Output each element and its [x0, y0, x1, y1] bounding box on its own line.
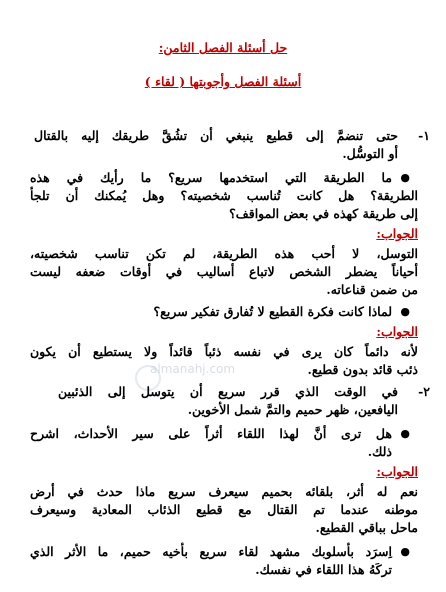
answer-1-line-3: من ضمن قناعاته.: [326, 282, 418, 297]
bullet-2-icon: ●: [400, 305, 410, 318]
bullet-1-line-3: إلى طريقة كهذه في بعض المواقف؟: [229, 206, 418, 221]
bullet-1-icon: ●: [400, 171, 410, 184]
bullet-3-line-1: هل ترى أنَّ لهذا اللقاء أثراً على سير الأحداث، اشرح: [30, 426, 392, 441]
answer-2-line-2: ذئب قائد بدون قطيع.: [307, 362, 418, 377]
page-subtitle: أسئلة الفصل وأجوبتها ( لقاء ): [144, 74, 302, 89]
question-2-line-2: اليافعين، ظهر حميم والتمَّ شمل الأخوين.: [187, 402, 398, 417]
watermark: almanahj.com: [150, 362, 236, 376]
bullet-4-line-2: تركَهُ هذا اللقاء في نفسك.: [255, 562, 392, 577]
answer-3-line-1: نعم له أثر، بلقائه بحميم سيعرف سريع ماذا حدث في أرض: [30, 484, 418, 499]
answer-3-line-2: موطنه عندما تم القتال مع قطيع الذئاب المعادية وسيعرف: [30, 502, 418, 517]
answer-label: الجواب:: [376, 226, 418, 241]
answer-label: الجواب:: [376, 324, 418, 339]
question-1-line-2: أو التوسُّل.: [342, 146, 398, 161]
page-title: حل أسئلة الفصل الثامن:: [158, 40, 288, 55]
question-2-line-1: في الوقت الذي قرر سريع أن يتوسل إلى الذئبين: [58, 384, 398, 399]
bullet-4-line-1: اِسرَد بأسلوبك مشهد لقاء سريع بأخيه حميم، ما الأثر الذي: [30, 544, 392, 559]
question-1-line-1: حتى تنضمَّ إلى قطيع ينبغي أن تشُقَّ طريقك إليه بالقتال: [34, 128, 398, 143]
answer-2-line-1: لأنه دائماً كان يرى في نفسه ذئباً قائداً ولا يستطيع أن يكون: [30, 344, 418, 359]
bullet-4-icon: ●: [400, 545, 410, 558]
bullet-3-line-2: ذلك.: [367, 444, 392, 459]
answer-3-line-3: ماحل بباقي القطيع.: [315, 520, 418, 535]
bullet-2-line-1: لماذا كانت فكرة القطيع لا تُفارق تفكير سريع؟: [153, 304, 392, 319]
bullet-1-line-2: الطريقة؟ هل كانت تُناسب شخصيته؟ وهل يُمكنك أن تلجأ: [30, 188, 418, 203]
answer-label: الجواب:: [376, 464, 418, 479]
bullet-3-icon: ●: [400, 427, 410, 440]
bullet-1-line-1: ما الطريقة التي استخدمها سريع؟ ما رأيك في هذه: [30, 170, 392, 185]
answer-1-line-1: التوسل، لا أحب هذه الطريقة، لم تكن تناسب شخصيته،: [30, 246, 418, 261]
answer-1-line-2: أحياناً يضطر الشخص لاتباع أساليب في أوقات ضعفه ليست: [30, 264, 418, 279]
question-2-number: ٢-: [418, 384, 430, 399]
question-1-number: ١-: [418, 128, 430, 143]
